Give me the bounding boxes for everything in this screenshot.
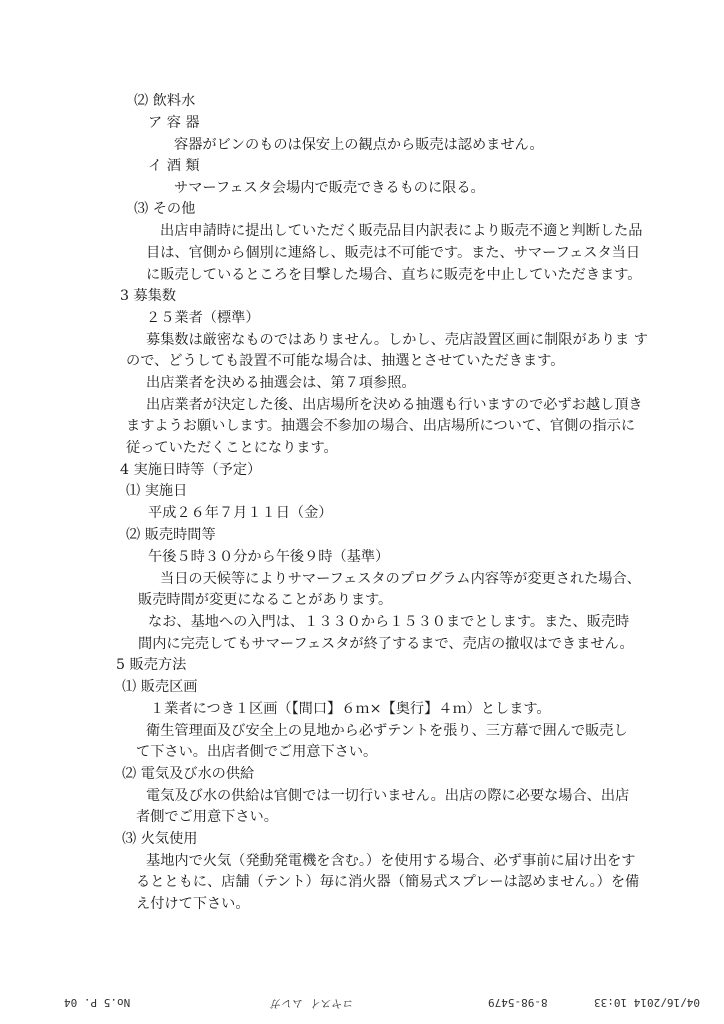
- text-line: 従っていただくことになります。: [126, 440, 338, 456]
- text-line: 衛生管理面及び安全上の見地から必ずテントを張り、三方幕で囲んで販売し: [146, 723, 628, 739]
- fax-footer-number: 8-98-5479: [488, 996, 548, 1009]
- text-line: 募集数は厳密なものではありません。しかし、売店設置区画に制限がありま す: [146, 332, 648, 348]
- text-line: 目は、官側から個別に連絡し、販売は不可能です。また、サマーフェスタ当日: [146, 245, 641, 261]
- text-line: 当日の天候等によりサマーフェスタのプログラム内容等が変更された場合、: [160, 571, 641, 587]
- text-line: 容器がビンのものは保安上の観点から販売は認めません。: [174, 137, 544, 153]
- text-line: 午後５時３０分から午後９時（基準）: [148, 549, 390, 565]
- subheading-sales-hours: ⑵ 販売時間等: [126, 527, 216, 543]
- fax-footer-page: No.5 P. 04: [64, 996, 131, 1009]
- text-line: １業者につき１区画（【間口】６ｍ×【奥行】４ｍ）とします。: [150, 701, 551, 717]
- text-line: 間内に完売してもサマーフェスタが終了するまで、売店の撤収はできません。: [138, 636, 634, 652]
- text-line: ますようお願いします。抽選会不参加の場合、出店場所について、官側の指示に: [126, 418, 636, 434]
- fax-footer-sender: コヤスイ ムレガ: [270, 997, 354, 1010]
- section-heading-recruitment: 3 募集数: [120, 288, 177, 304]
- text-line: 出店申請時に提出していただく販売品目内訳表により販売不適と判断した品: [160, 223, 643, 239]
- subheading-date: ⑴ 実施日: [126, 483, 188, 499]
- text-line: 出店業者を決める抽選会は、第７項参照。: [146, 375, 416, 391]
- heading-drinks: ⑵ 飲料水: [134, 93, 196, 109]
- text-line: サマーフェスタ会場内で販売できるものに限る。: [174, 180, 485, 196]
- text-line: に販売しているところを目撃した場合、直ちに販売を中止していただきます。: [146, 267, 642, 283]
- text-line: 電気及び水の供給は官側では一切行いません。出店の際に必要な場合、出店: [146, 788, 630, 804]
- text-line: 販売時間が変更になることがあります。: [138, 592, 393, 608]
- text-line: なお、基地への入門は、１３３０から１５３０までとします。また、販売時: [148, 614, 630, 630]
- section-heading-sales-method: 5 販売方法: [116, 657, 187, 673]
- subheading-fire-use: ⑶ 火気使用: [122, 831, 198, 847]
- text-line: ２５業者（標準）: [146, 310, 260, 326]
- heading-other: ⑶ その他: [134, 201, 196, 217]
- fax-footer-datetime: 04/16/2014 10:33: [594, 996, 700, 1009]
- text-line: え付けて下さい。: [136, 896, 250, 912]
- subheading-utilities: ⑵ 電気及び水の供給: [122, 766, 255, 782]
- section-heading-schedule: 4 実施日時等（予定）: [120, 462, 262, 478]
- text-line: 平成２６年７月１１日（金）: [148, 505, 333, 521]
- subheading-sales-area: ⑴ 販売区画: [122, 679, 198, 695]
- text-line: 基地内で火気（発動発電機を含む。）を使用する場合、必ず事前に届け出をす: [146, 853, 636, 869]
- subheading-containers: ア 容 器: [148, 115, 200, 131]
- text-line: 者側でご用意下さい。: [136, 809, 278, 825]
- text-line: 出店業者が決定した後、出店場所を決める抽選も行いますので必ずお越し頂き: [146, 397, 643, 413]
- text-line: ので、どうしても設置不可能な場合は、抽選とさせていただきます。: [126, 353, 565, 369]
- text-line: て下さい。出店者側でご用意下さい。: [136, 744, 378, 760]
- subheading-alcohol: イ 酒 類: [148, 158, 200, 174]
- text-line: るとともに、店舗（テント）毎に消火器（簡易式スプレーは認めません。）を備: [136, 874, 640, 890]
